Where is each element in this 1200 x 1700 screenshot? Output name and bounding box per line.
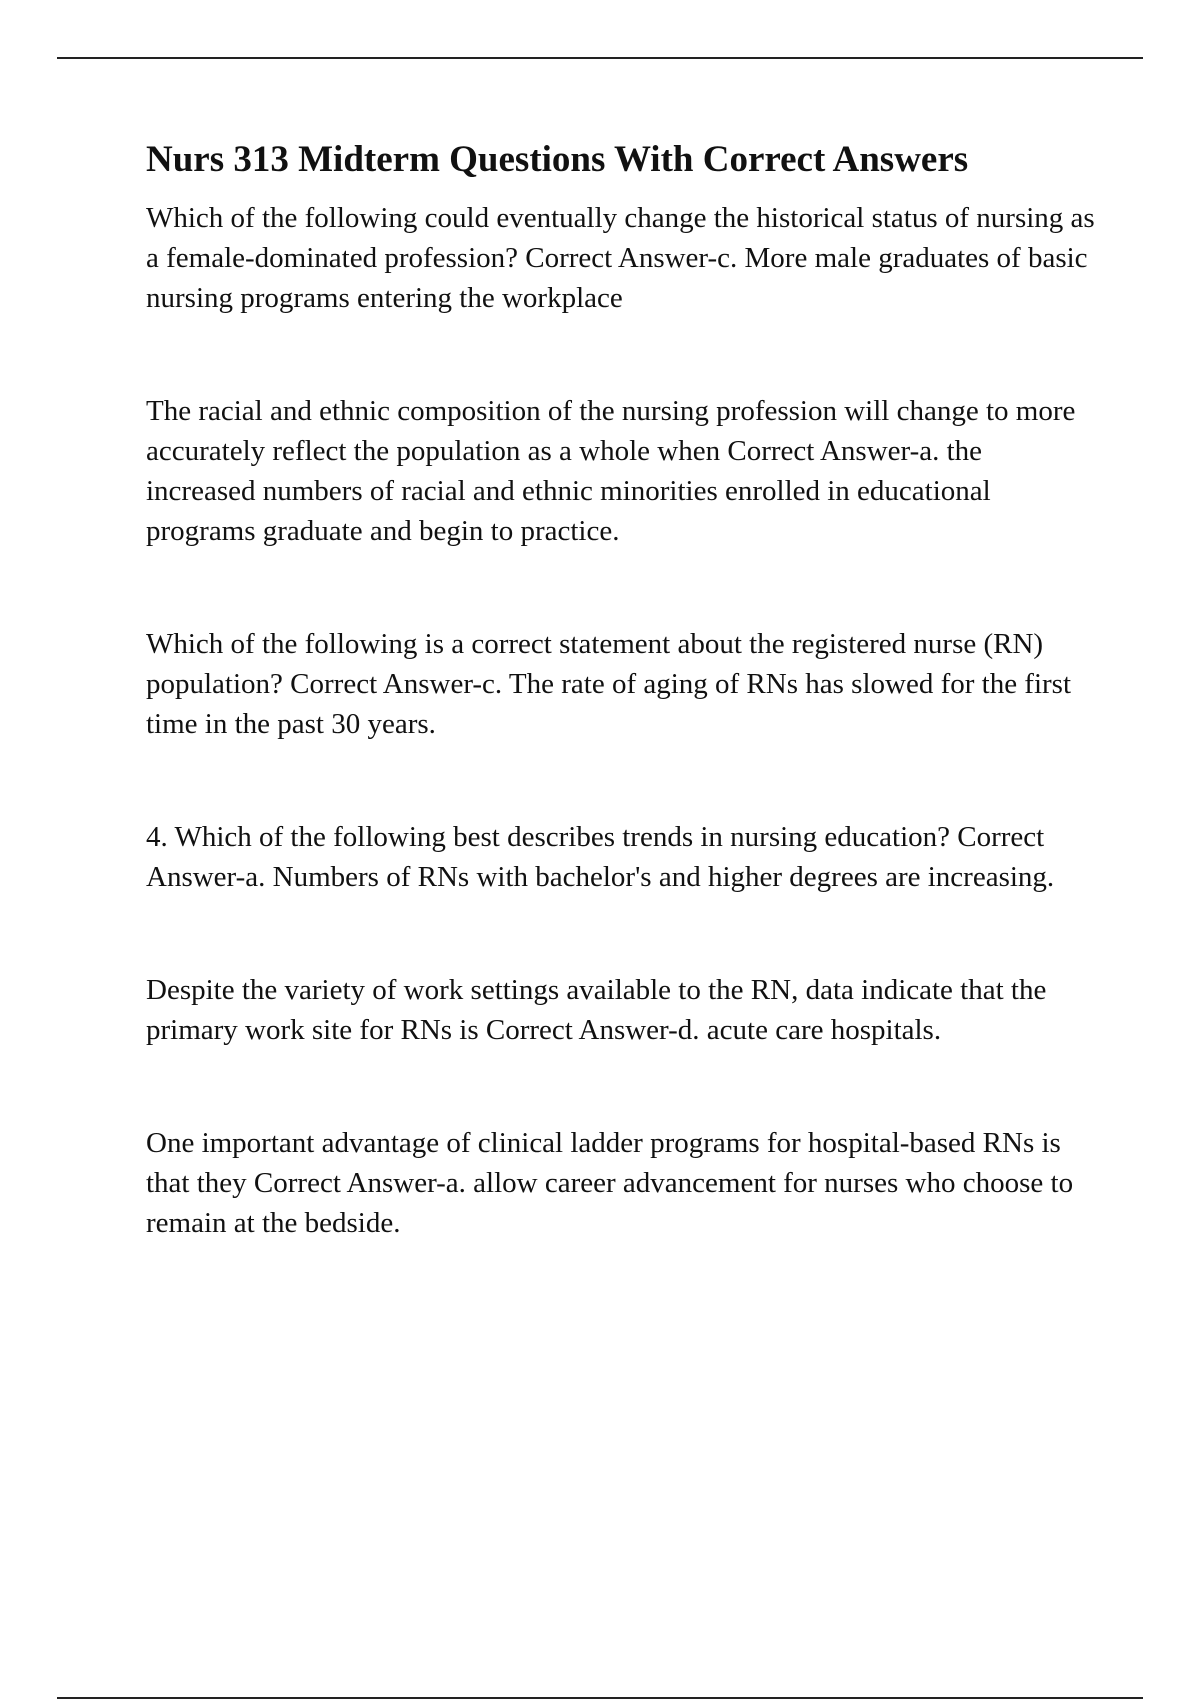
document-body [146,138,1096,1243]
question-answer-4: 4. Which of the following best describes trends in nursing education? Correct Answer-a. Numbers of RNs with bachelor's and higher degrees are increasing. [146,821,1055,893]
question-answer-6: One important advantage of clinical ladder programs for hospital-based RNs is that they Correct Answer-a. allow career advancement for nurses who choose to remain at the bedside. [146,1127,1074,1239]
question-answer-2: The racial and ethnic composition of the nursing profession will change to more accurately reflect the population as a whole when Correct Answer-a. the increased numbers of racial and ethnic minorities enrolled in educational programs graduate and begin to practice. [146,395,1076,547]
question-answer-1: Which of the following could eventually change the historical status of nursing as a female-dominated profession? Correct Answer-c. More male graduates of basic nursing programs entering the workplace [146,202,1095,314]
top-divider [57,57,1143,59]
question-answer-5: Despite the variety of work settings available to the RN, data indicate that the primary work site for RNs is Correct Answer-d. acute care hospitals. [146,974,1047,1046]
question-answer-3: Which of the following is a correct statement about the registered nurse (RN) population? Correct Answer-c. The rate of aging of RNs has slowed for the first time in the past 30 years. [146,628,1072,740]
page-title: Nurs 313 Midterm Questions With Correct Answers [146,139,969,180]
bottom-divider [57,1697,1143,1699]
